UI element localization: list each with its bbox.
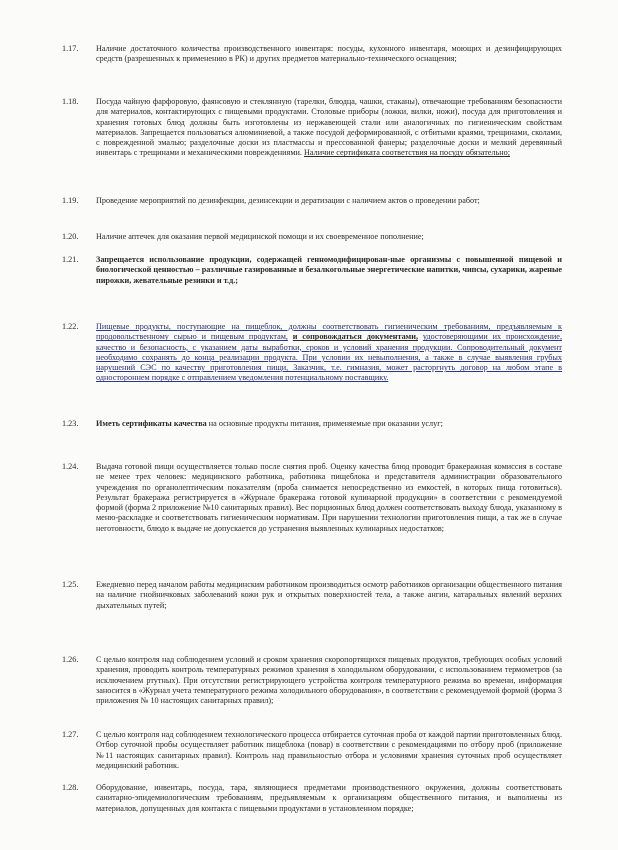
clause-text: Выдача готовой пищи осуществляется только после снятия проб. Оценку качества блюд проводит бракеражная комиссия в составе не менее трех человек: медицинского работника, работника пищеблока и представителя администрации образовательного учреждения по органолептическим показателям (проба снимается непосредственно из емкостей, в которых пища готовиться). Результат бракеража регистрируется в «Журнале бракеража готовой кулинарной продукции» в соответствии с рекомендуемой формой (форма 2 приложение №10 санитарных правил). Вес порционных блюд должен соответствовать выходу блюда, указанному в меню-раскладке и соответствовать гигиеническим нормативам. При нарушении технологии приготовления пищи, а так же в случае неготовности, блюдо к выдаче не допускается до устранения выявленных кулинарных недостатков; xyxy=(96,462,562,533)
clause-text xyxy=(96,419,562,429)
clause-part-a: Пищевые продукты, поступающие на пищеблок, должны соответствовать гигиеническим требованиям, предъявляемым к продовольственному сырью и пищевым продуктам, xyxy=(96,322,562,342)
clause-text xyxy=(96,97,562,159)
clause-text: Наличие достаточного количества производственного инвентаря: посуды, кухонного инвентаря, моющих и дезинфицирующих средств (разрешенных к применению в РК) и других предметов материально-технического оснащения; xyxy=(96,44,562,64)
clause-part-b: удостоверяющими их происхождение, качество и безопасность, с указанием даты выработки, сроков и условий хранения продукции. Сопроводительный документ необходимо сохранять до конца реализации продукта. При условии их невыполнения, а также в случае выявления грубых нарушений СЭС по качеству приготовления пищи, Заказчик, т.е. гимназия, может расторгнуть договор на любом этапе в одностороннем порядке с отправлением уведомления потенциальному поставщику. xyxy=(96,332,562,383)
certificate-requirement: Наличие сертификата соответствия на посуду обязательно; xyxy=(303,148,510,158)
clause-text: С целью контроля над соблюдением технологического процесса отбирается суточная проба от каждой партии приготовленных блюд. Отбор суточной пробы осуществляет работник пищеблока (повар) в соответствии с рекомендациями по отбору проб (приложение №11 настоящих санитарных правил). Контроль над правильностью отбора и условиями хранения суточных проб осуществляет медицинский работник. xyxy=(96,730,562,770)
clause-number: 1.28. xyxy=(62,783,79,792)
clause-text xyxy=(96,322,562,384)
clause-number: 1.18. xyxy=(62,97,79,106)
clause-number: 1.17. xyxy=(62,44,79,53)
clause-number: 1.21. xyxy=(62,255,79,264)
clause-text: Запрещается использование продукции, содержащей генномодифицирован-ные организмы с повышенной пищевой и биологической ценностью – различные газированные и безалкогольные энергетические напитки, чипсы, сухарики, жареные пирожки, жевательные резинки и т.д.; xyxy=(96,255,562,285)
clause-number: 1.20. xyxy=(62,232,79,241)
clause-number: 1.23. xyxy=(62,419,79,428)
clause-text: Ежедневно перед началом работы медицинским работником производиться осмотр работников организации общественного питания на наличие гнойничковых заболеваний кожи рук и открытых поверхностей тела, а также ангин, катаральных явлений верхних дыхательных путей; xyxy=(96,580,562,610)
clause-number: 1.24. xyxy=(62,462,79,471)
clause-body: на основные продукты питания, применяемые при оказании услуг; xyxy=(208,419,443,428)
clause-body: Посуда чайную фарфоровую, фаянсовую и стеклянную (тарелки, блюдца, чашки, стаканы), отвечающие требованиям безопасности для материалов, контактирующих с пищевыми продуктами. Столовые приборы (ложки, вилки, ножи), посуда для приготовления и хранения готовых блюд должны быть изготовлены из нержавеющей стали или аналогичных по гигиеническим свойствам материалов. Запрещается пользоваться алюминиевой, а также посудой деформированной, с отбитыми краями, трещинами, сколами, с поврежденной эмалью; разделочные доски из пластмассы и прессованной фанеры; разделочные доски и мелкий деревянный инвентарь с трещинами и механическими повреждениями. xyxy=(96,97,562,158)
clause-text: Оборудование, инвентарь, посуда, тара, являющиеся предметами производственного окружения, должны соответствовать санитарно-эпидемиологическим требованиям, предъявляемым к организациям общественного питания, и выполнены из материалов, допущенных для контакта с пищевыми продуктами в установленном порядке; xyxy=(96,783,562,813)
clause-number: 1.22. xyxy=(62,322,79,331)
clause-text: Проведение мероприятий по дезинфекции, дезинсекции и дератизации с наличием актов о проведении работ; xyxy=(96,196,480,205)
clause-number: 1.19. xyxy=(62,196,79,205)
clause-text: С целью контроля над соблюдением условий и сроком хранения скоропортящихся пищевых продуктов, требующих особых условий хранения, проводить контроль температурных режимов хранения в холодильном оборудовании, с использованием термометров (за исключением ртутных). При отсутствии регистрирующего устройства контроля температурного режима во времени, информация заносится в «Журнал учета температурного режима холодильного оборудования», в соответствии с рекомендуемой формой (форма 3 приложения № 10 настоящих санитарных правил); xyxy=(96,655,562,706)
clause-number: 1.26. xyxy=(62,655,79,664)
clause-bold-part: и сопровождаться документами, xyxy=(292,332,419,342)
clause-number: 1.25. xyxy=(62,580,79,589)
clause-text: Наличие аптечек для оказания первой медицинской помощи и их своевременное пополнение; xyxy=(96,232,424,241)
clause-number: 1.27. xyxy=(62,730,79,739)
clause-bold-part: Иметь сертификаты качества xyxy=(96,419,207,428)
